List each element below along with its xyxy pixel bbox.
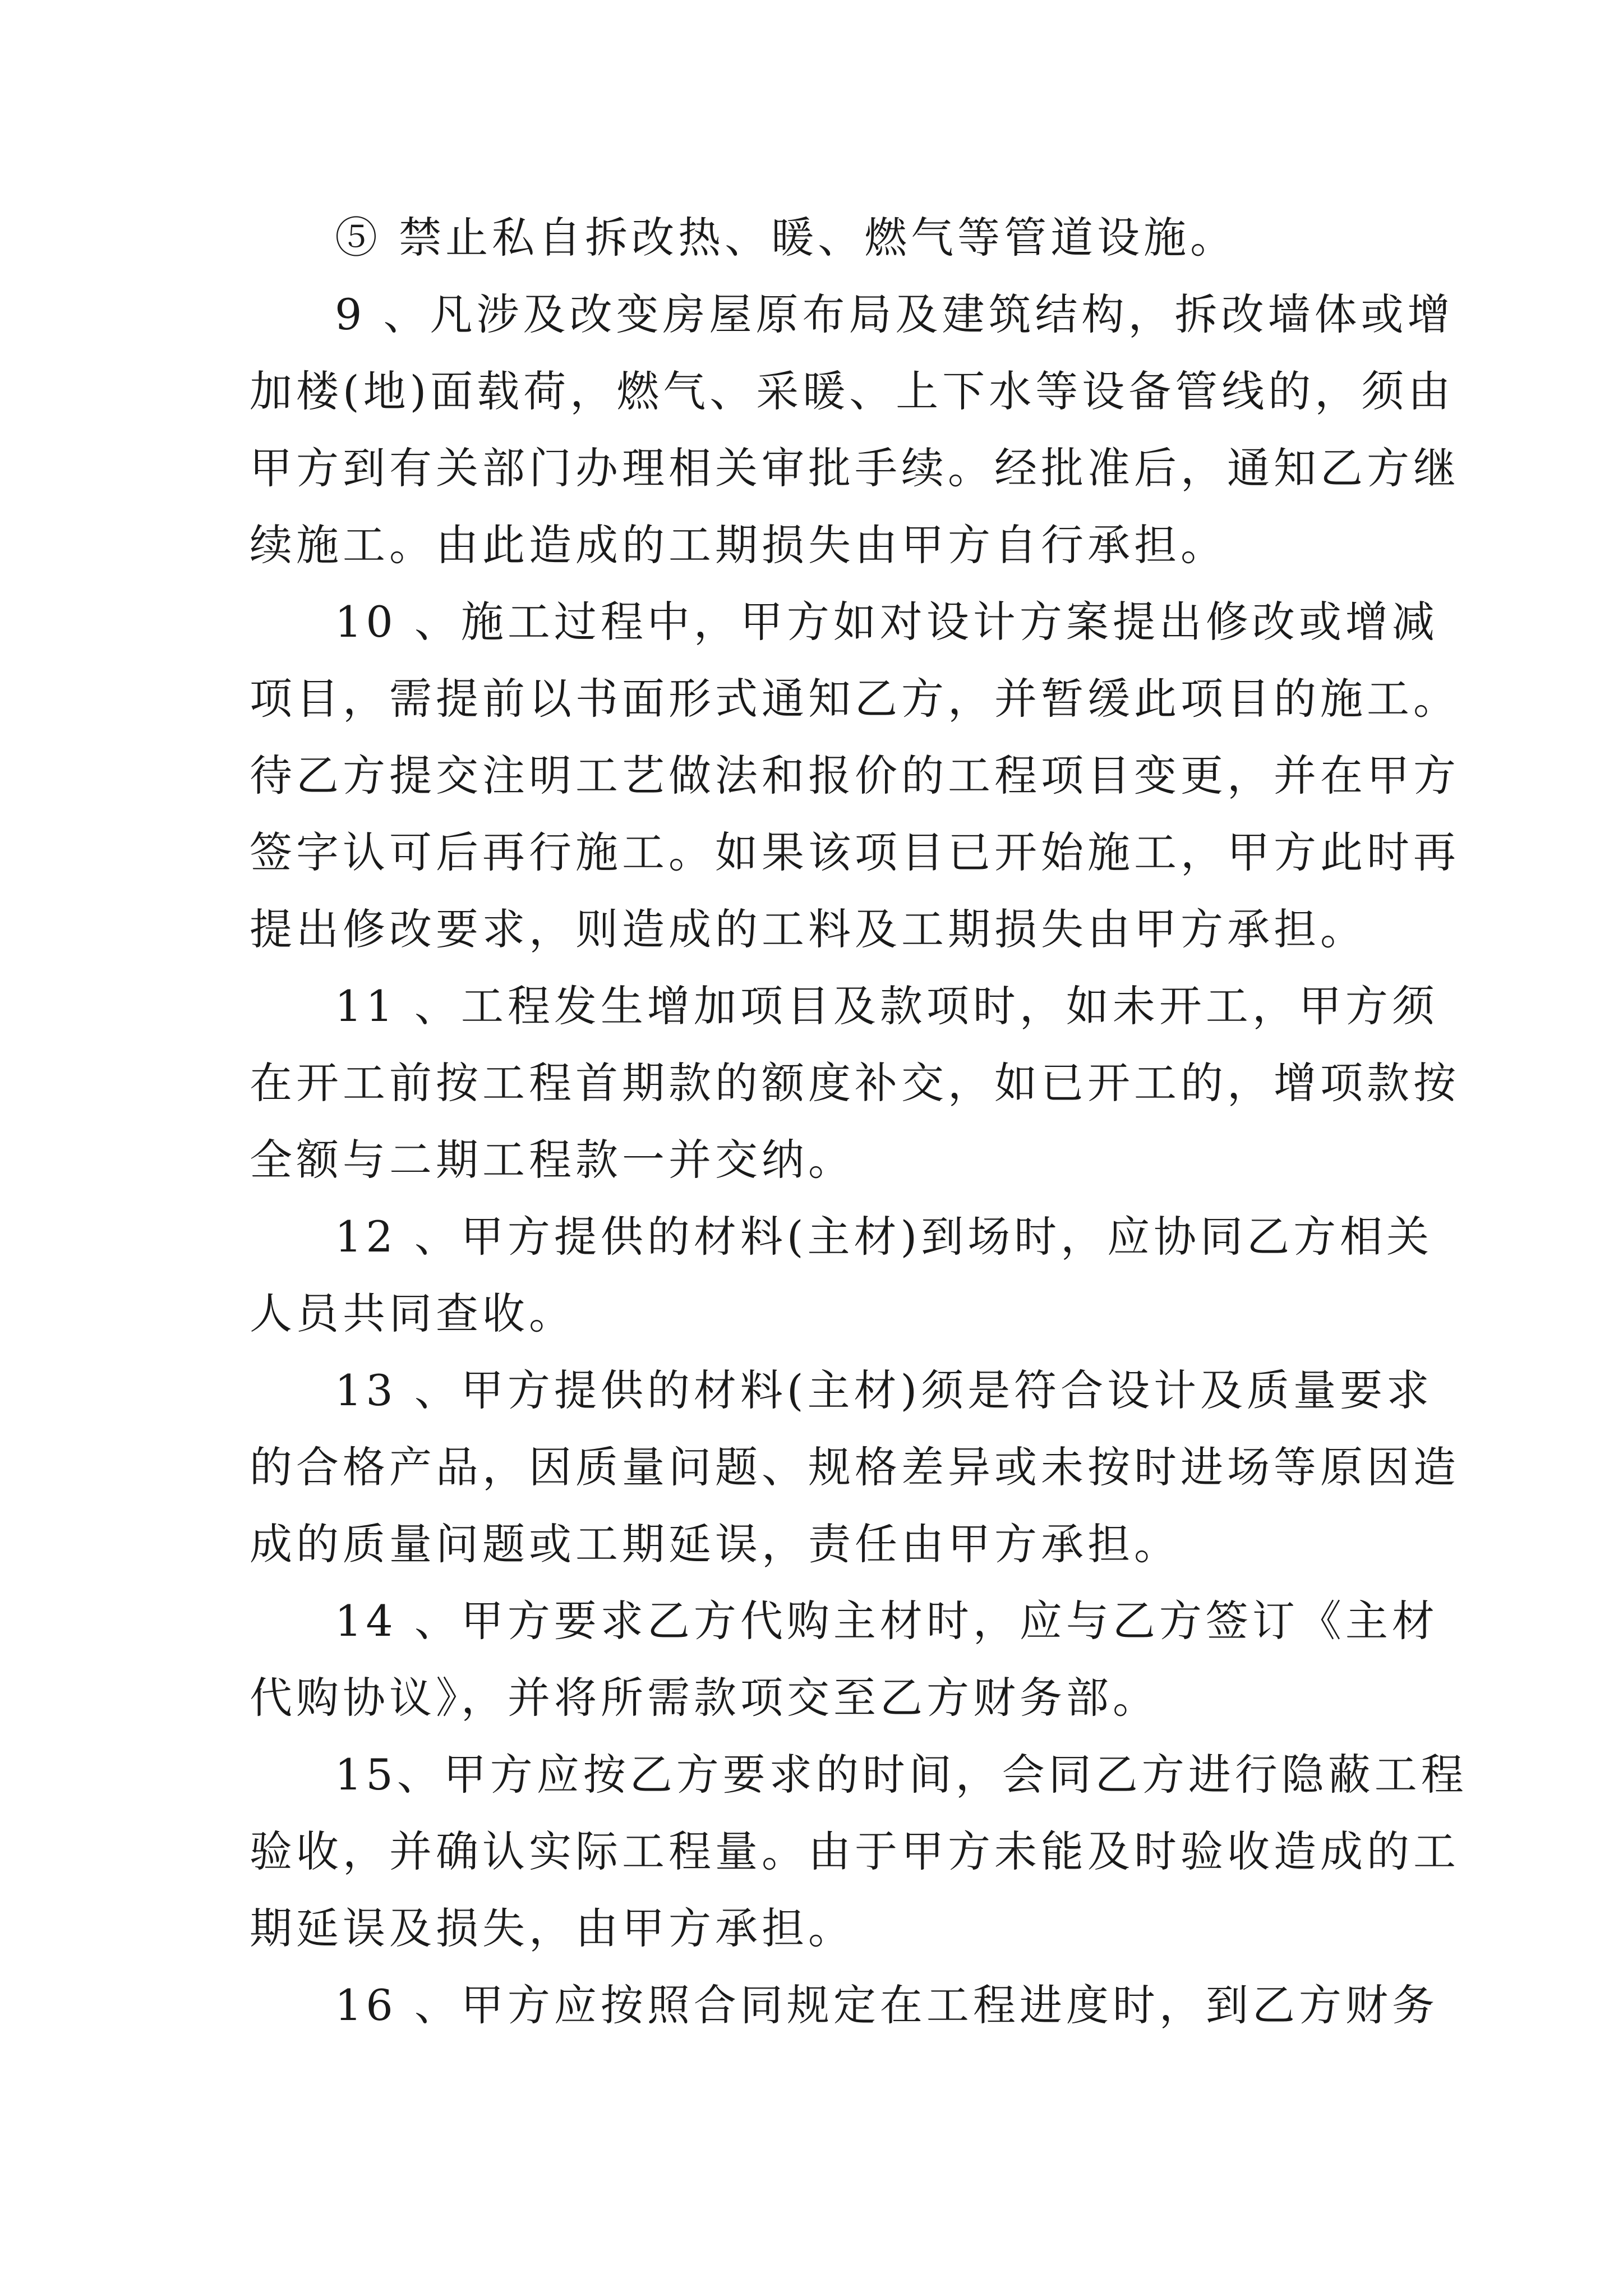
text-line: 验收，并确认实际工程量。由于甲方未能及时验收造成的工 — [250, 1826, 1460, 1876]
text-line: 签字认可后再行施工。如果该项目已开始施工，甲方此时再 — [250, 827, 1460, 877]
text-line: 成的质量问题或工期延误，责任由甲方承担。 — [250, 1519, 1181, 1569]
text-line: 13 、甲方提供的材料(主材)须是符合设计及质量要求 — [335, 1365, 1433, 1415]
text-line: 代购协议》，并将所需款项交至乙方财务部。 — [250, 1673, 1159, 1723]
text-line: 提出修改要求，则造成的工料及工期损失由甲方承担。 — [250, 904, 1367, 954]
paragraph-clause-9 — [250, 276, 1460, 583]
text-line: 11 、工程发生增加项目及款项时，如未开工，甲方须 — [335, 981, 1438, 1031]
text-line: 10 、施工过程中，甲方如对设计方案提出修改或增减 — [335, 597, 1438, 647]
text-line: 15、甲方应按乙方要求的时间，会同乙方进行隐蔽工程 — [335, 1750, 1468, 1800]
text-line: 加楼(地)面载荷，燃气、采暖、上下水等设备管线的，须由 — [250, 366, 1455, 416]
text-line: 甲方到有关部门办理相关审批手续。经批准后，通知乙方继 — [250, 443, 1460, 493]
text-line: 人员共同查收。 — [250, 1289, 575, 1338]
text-line: 9 、凡涉及改变房屋原布局及建筑结构，拆改墙体或增 — [335, 289, 1454, 339]
document-body — [250, 199, 1468, 2044]
text-line: ⑤ 禁止私自拆改热、暖、燃气等管道设施。 — [335, 213, 1237, 263]
paragraph-clause-14 — [250, 1582, 1438, 1736]
paragraph-clause-12 — [250, 1198, 1433, 1352]
text-line: 续施工。由此造成的工期损失由甲方自行承担。 — [250, 520, 1227, 570]
text-line: 期延误及损失，由甲方承担。 — [250, 1903, 855, 1953]
text-line: 的合格产品，因质量问题、规格差异或未按时进场等原因造 — [250, 1442, 1460, 1492]
paragraph-clause-15 — [250, 1736, 1468, 1967]
paragraph-clause-13 — [250, 1352, 1460, 1582]
text-line: 12 、甲方提供的材料(主材)到场时，应协同乙方相关 — [335, 1212, 1433, 1262]
paragraph-clause-11 — [250, 968, 1460, 1198]
text-line: 项目，需提前以书面形式通知乙方，并暂缓此项目的施工。 — [250, 674, 1460, 724]
paragraph-clause-16 — [250, 1967, 1438, 2044]
text-line: 16 、甲方应按照合同规定在工程进度时，到乙方财务 — [335, 1980, 1438, 2030]
paragraph-item-5 — [250, 199, 1394, 276]
text-line: 14 、甲方要求乙方代购主材时，应与乙方签订《主材 — [335, 1596, 1438, 1646]
text-line: 在开工前按工程首期款的额度补交，如已开工的，增项款按 — [250, 1058, 1460, 1108]
text-line: 全额与二期工程款一并交纳。 — [250, 1135, 855, 1185]
text-line: 待乙方提交注明工艺做法和报价的工程项目变更，并在甲方 — [250, 751, 1460, 800]
paragraph-clause-10 — [250, 583, 1460, 968]
